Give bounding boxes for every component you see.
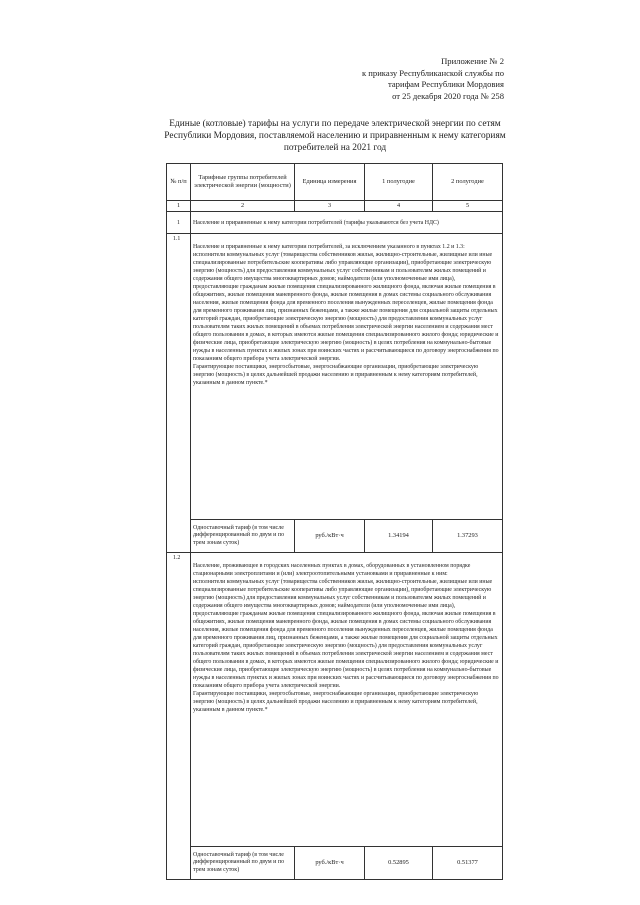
description-paragraph: Население, проживающее в городских населенных пунктах в домах, оборудованных в установленном порядке стационарными электроплитами и (или) электроотопительными установками и приравненные к ним: <box>193 563 471 577</box>
price-row <box>167 847 503 880</box>
description-paragraph: Население и приравненные к нему категории потребителей, за исключением указанного в пунктах 1.2 и 1.3: <box>193 244 465 250</box>
column-number: 2 <box>191 201 295 212</box>
header-unit: Единица измерения <box>295 164 365 201</box>
column-number: 3 <box>295 201 365 212</box>
appendix-line: Приложение № 2 <box>441 56 504 66</box>
header-tariff-groups: Тарифные группы потребителей электрической энергии (мощности) <box>191 164 295 201</box>
appendix-line: от 25 декабря 2020 года № 258 <box>392 90 504 101</box>
description-paragraph: Гарантирующие поставщики, энергосбытовые, энергоснабжающие организации, приобретающие электрическую энергию (мощность) в целях дальнейшей продажи населению и приравненным к нему категориям потребителей, указанным в данном пункте.* <box>193 691 479 713</box>
unit-cell: руб./кВт·ч <box>295 520 365 553</box>
description-paragraph: исполнители коммунальных услуг (товарищества собственников жилья, жилищно-строительные, жилищные или иные специализированные потребительские кооперативы либо управляющие организации), приобретающие электрическую энергию (мощность) для предоставления коммунальных услуг собственникам и пользователям жилых помещений и содержания общего имущества многоквартирных домов; наймодатели (или уполномоченные ими лица), предоставляющие гражданам жилые помещения специализированного жилищного фонда, включая жилые помещения в общежитиях, жилые помещения маневренного фонда, жилые помещения в домах системы социального обслуживания населения, жилые помещения фонда для временного поселения вынужденных переселенцев, жилые помещения фонда для временного проживания лиц, признанных беженцами, а также жилые помещения для социальной защиты отдельных категорий граждан, приобретающие электрическую энергию (мощность) для предоставления коммунальных услуг пользователям таких жилых помещений в объемах потребления электрической энергии населением и содержания мест общего пользования в домах, в которых имеются жилые помещения специализированного жилого фонда; юридические и физические лица, приобретающие электрическую энергию (мощность) в целях потребления на коммунально-бытовые нужды в населенных пунктах и жилых зонах при воинских частях и рассчитывающиеся по договору энергоснабжения по показаниям общего прибора учета электрической энергии. <box>193 579 499 689</box>
rate-label: Одноставочный тариф (в том числе дифференцированный по двум и по трем зонам суток) <box>191 847 295 880</box>
unit-cell: руб./кВт·ч <box>295 847 365 880</box>
first-half-value: 1.34194 <box>365 520 433 553</box>
column-number: 5 <box>433 201 503 212</box>
tariff-table <box>166 163 503 880</box>
appendix-line: к приказу Республиканской службы по <box>361 67 504 78</box>
section-number: 1 <box>167 212 191 234</box>
header-first-half: 1 полугодие <box>365 164 433 201</box>
table-header-row <box>167 164 503 201</box>
row-number: 1.2 <box>167 553 191 880</box>
row-description <box>191 234 503 520</box>
column-number: 1 <box>167 201 191 212</box>
second-half-value: 1.37293 <box>433 520 503 553</box>
header-number: № п/п <box>167 164 191 201</box>
table-row <box>167 234 503 520</box>
header-second-half: 2 полугодие <box>433 164 503 201</box>
column-number: 4 <box>365 201 433 212</box>
price-row <box>167 520 503 553</box>
document-title: Единые (котловые) тарифы на услуги по передаче электрической энергии по сетям Республики Мордовия, поставляемой населению и приравненным к нему категориям потребителей на 2021 год <box>164 119 506 154</box>
column-number-row <box>167 201 503 212</box>
appendix-header <box>362 56 504 102</box>
section-title: Население и приравненные к нему категории потребителей (тарифы указываются без учета НДС) <box>191 212 503 234</box>
second-half-value: 0.51377 <box>433 847 503 880</box>
rate-label: Одноставочный тариф (в том числе дифференцированный по двум и по трем зонам суток) <box>191 520 295 553</box>
section-row <box>167 212 503 234</box>
appendix-line: тарифам Республики Мордовия <box>388 79 504 89</box>
row-number: 1.1 <box>167 234 191 553</box>
table-row <box>167 553 503 847</box>
description-paragraph: Гарантирующие поставщики, энергосбытовые, энергоснабжающие организации, приобретающие электрическую энергию (мощность) в целях дальнейшей продажи населению и приравненным к нему категориям потребителей, указанным в данном пункте.* <box>193 364 479 386</box>
row-description <box>191 553 503 847</box>
description-paragraph: исполнители коммунальных услуг (товарищества собственников жилья, жилищно-строительные, жилищные или иные специализированные потребительские кооперативы либо управляющие организации), приобретающие электрическую энергию (мощность) для предоставления коммунальных услуг собственникам и пользователям жилых помещений и содержания общего имущества многоквартирных домов; наймодатели (или уполномоченные ими лица), предоставляющие гражданам жилые помещения специализированного жилищного фонда, включая жилые помещения в общежитиях, жилые помещения маневренного фонда, жилые помещения в домах системы социального обслуживания населения, жилые помещения фонда для временного поселения вынужденных переселенцев, жилые помещения фонда для временного проживания лиц, признанных беженцами, а также жилые помещения для социальной защиты отдельных категорий граждан, приобретающие электрическую энергию (мощность) для предоставления коммунальных услуг пользователям таких жилых помещений в объемах потребления электрической энергии населением и содержания мест общего пользования в домах, в которых имеются жилые помещения специализированного жилого фонда; юридические и физические лица, приобретающие электрическую энергию (мощность) в целях потребления на коммунально-бытовые нужды в населенных пунктах и жилых зонах при воинских частях и рассчитывающиеся по договору энергоснабжения по показаниям общего прибора учета электрической энергии. <box>193 252 499 362</box>
first-half-value: 0.52895 <box>365 847 433 880</box>
